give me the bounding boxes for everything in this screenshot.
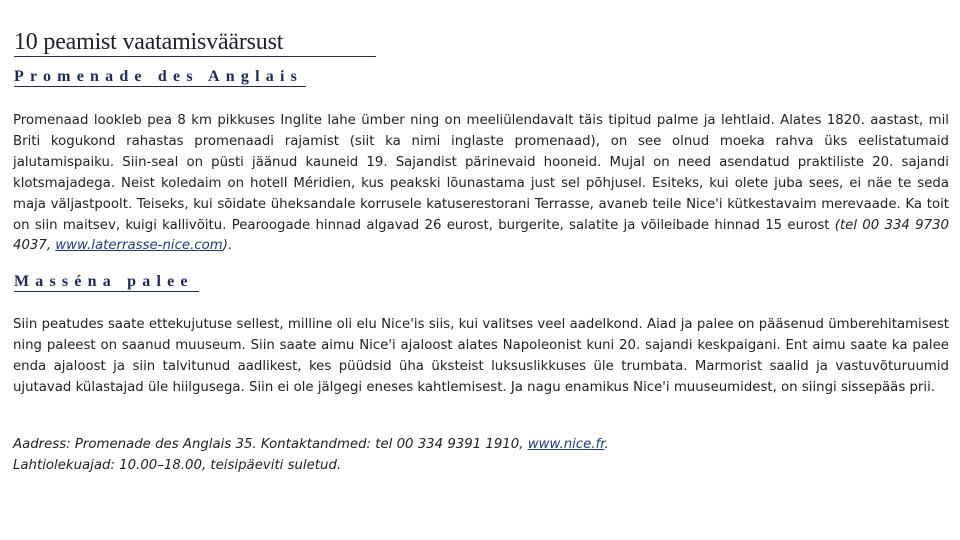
nice-link[interactable]: www.nice.fr bbox=[527, 437, 605, 452]
promenade-contact-suffix: ) bbox=[222, 238, 228, 254]
section-body-massena: Siin peatudes saate ettekujutuse sellest, milline oli elu Nice'is siis, kui valitses veel aadelkond. Aiad ja palee on pääsenud ümberehitamisest ning paleest on saanud muuseum. Siin saate aimu Nice'i ajaloost alates Napoleonist kuni 20. sajandi keskpaigani. Ent aimu saate ka palee enda ajaloost ja siin talvitunud aadlikest, kes püüdsid üha üksteist luksuslikkuses üle trumbata. Marmorist saalid ja vastuvõturuumid ujutavad külastajad üle hiilgusega. Siin ei ole jälgegi eneses kahtlemisest. Ja nagu enamikus Nice'i muuseumidest, on siingi sissepääs prii. bbox=[13, 317, 949, 395]
promenade-text: Promenaad lookleb pea 8 km pikkuses Inglite lahe ümber ning on meeliülendavalt täis tipitud palme ja lehtlaid. Alates 1820. aastast, mil Briti kogukond rahastas promenaadi rajamist (siit ka nimi inglaste promenaad), on see olnud moeka rahva üks eelistatumaid jalutamispaiku. Siin-seal on püsti jäänud kauneid 19. Sajandist pärinevaid hooneid. Mujal on need asendatud praktiliste 20. sajandi klotsmajadega. Neist koledaim on hotell Méridien, kus peakski lõunastama just sel põhjusel. Esiteks, kui olete juba sees, ei näe te seda maja väljastpoolt. Teiseks, kui sõidate üheksandale korrusele katuserestorani Terrasse, avaneb teile Nice'i kütkestavaim merevaade. Ka toit on siin maitsev, kuigi kallivõitu. Pearoogade hinnad algavad 26 eurost, burgerite, salatite ja võileibade hinnad 15 eurost bbox=[13, 113, 949, 233]
promenade-contact-prefix: (tel 00 334 9730 4037, bbox=[13, 217, 949, 254]
address-text: Aadress: Promenade des Anglais 35. Kontaktandmed: tel 00 334 9391 1910, bbox=[13, 437, 528, 452]
page-title: 10 peamist vaatamisväärsust bbox=[14, 28, 376, 57]
terrasse-link[interactable]: www.laterrasse-nice.com bbox=[55, 238, 223, 254]
massena-details bbox=[13, 435, 949, 477]
address-end: . bbox=[604, 437, 609, 452]
section-heading-massena: Masséna palee bbox=[14, 273, 199, 292]
section-body-promenade bbox=[13, 111, 949, 257]
promenade-end: . bbox=[227, 238, 233, 254]
opening-hours: Lahtiolekuajad: 10.00–18.00, teisipäeviti suletud. bbox=[13, 457, 342, 473]
section-heading-promenade: Promenade des Anglais bbox=[14, 68, 306, 87]
